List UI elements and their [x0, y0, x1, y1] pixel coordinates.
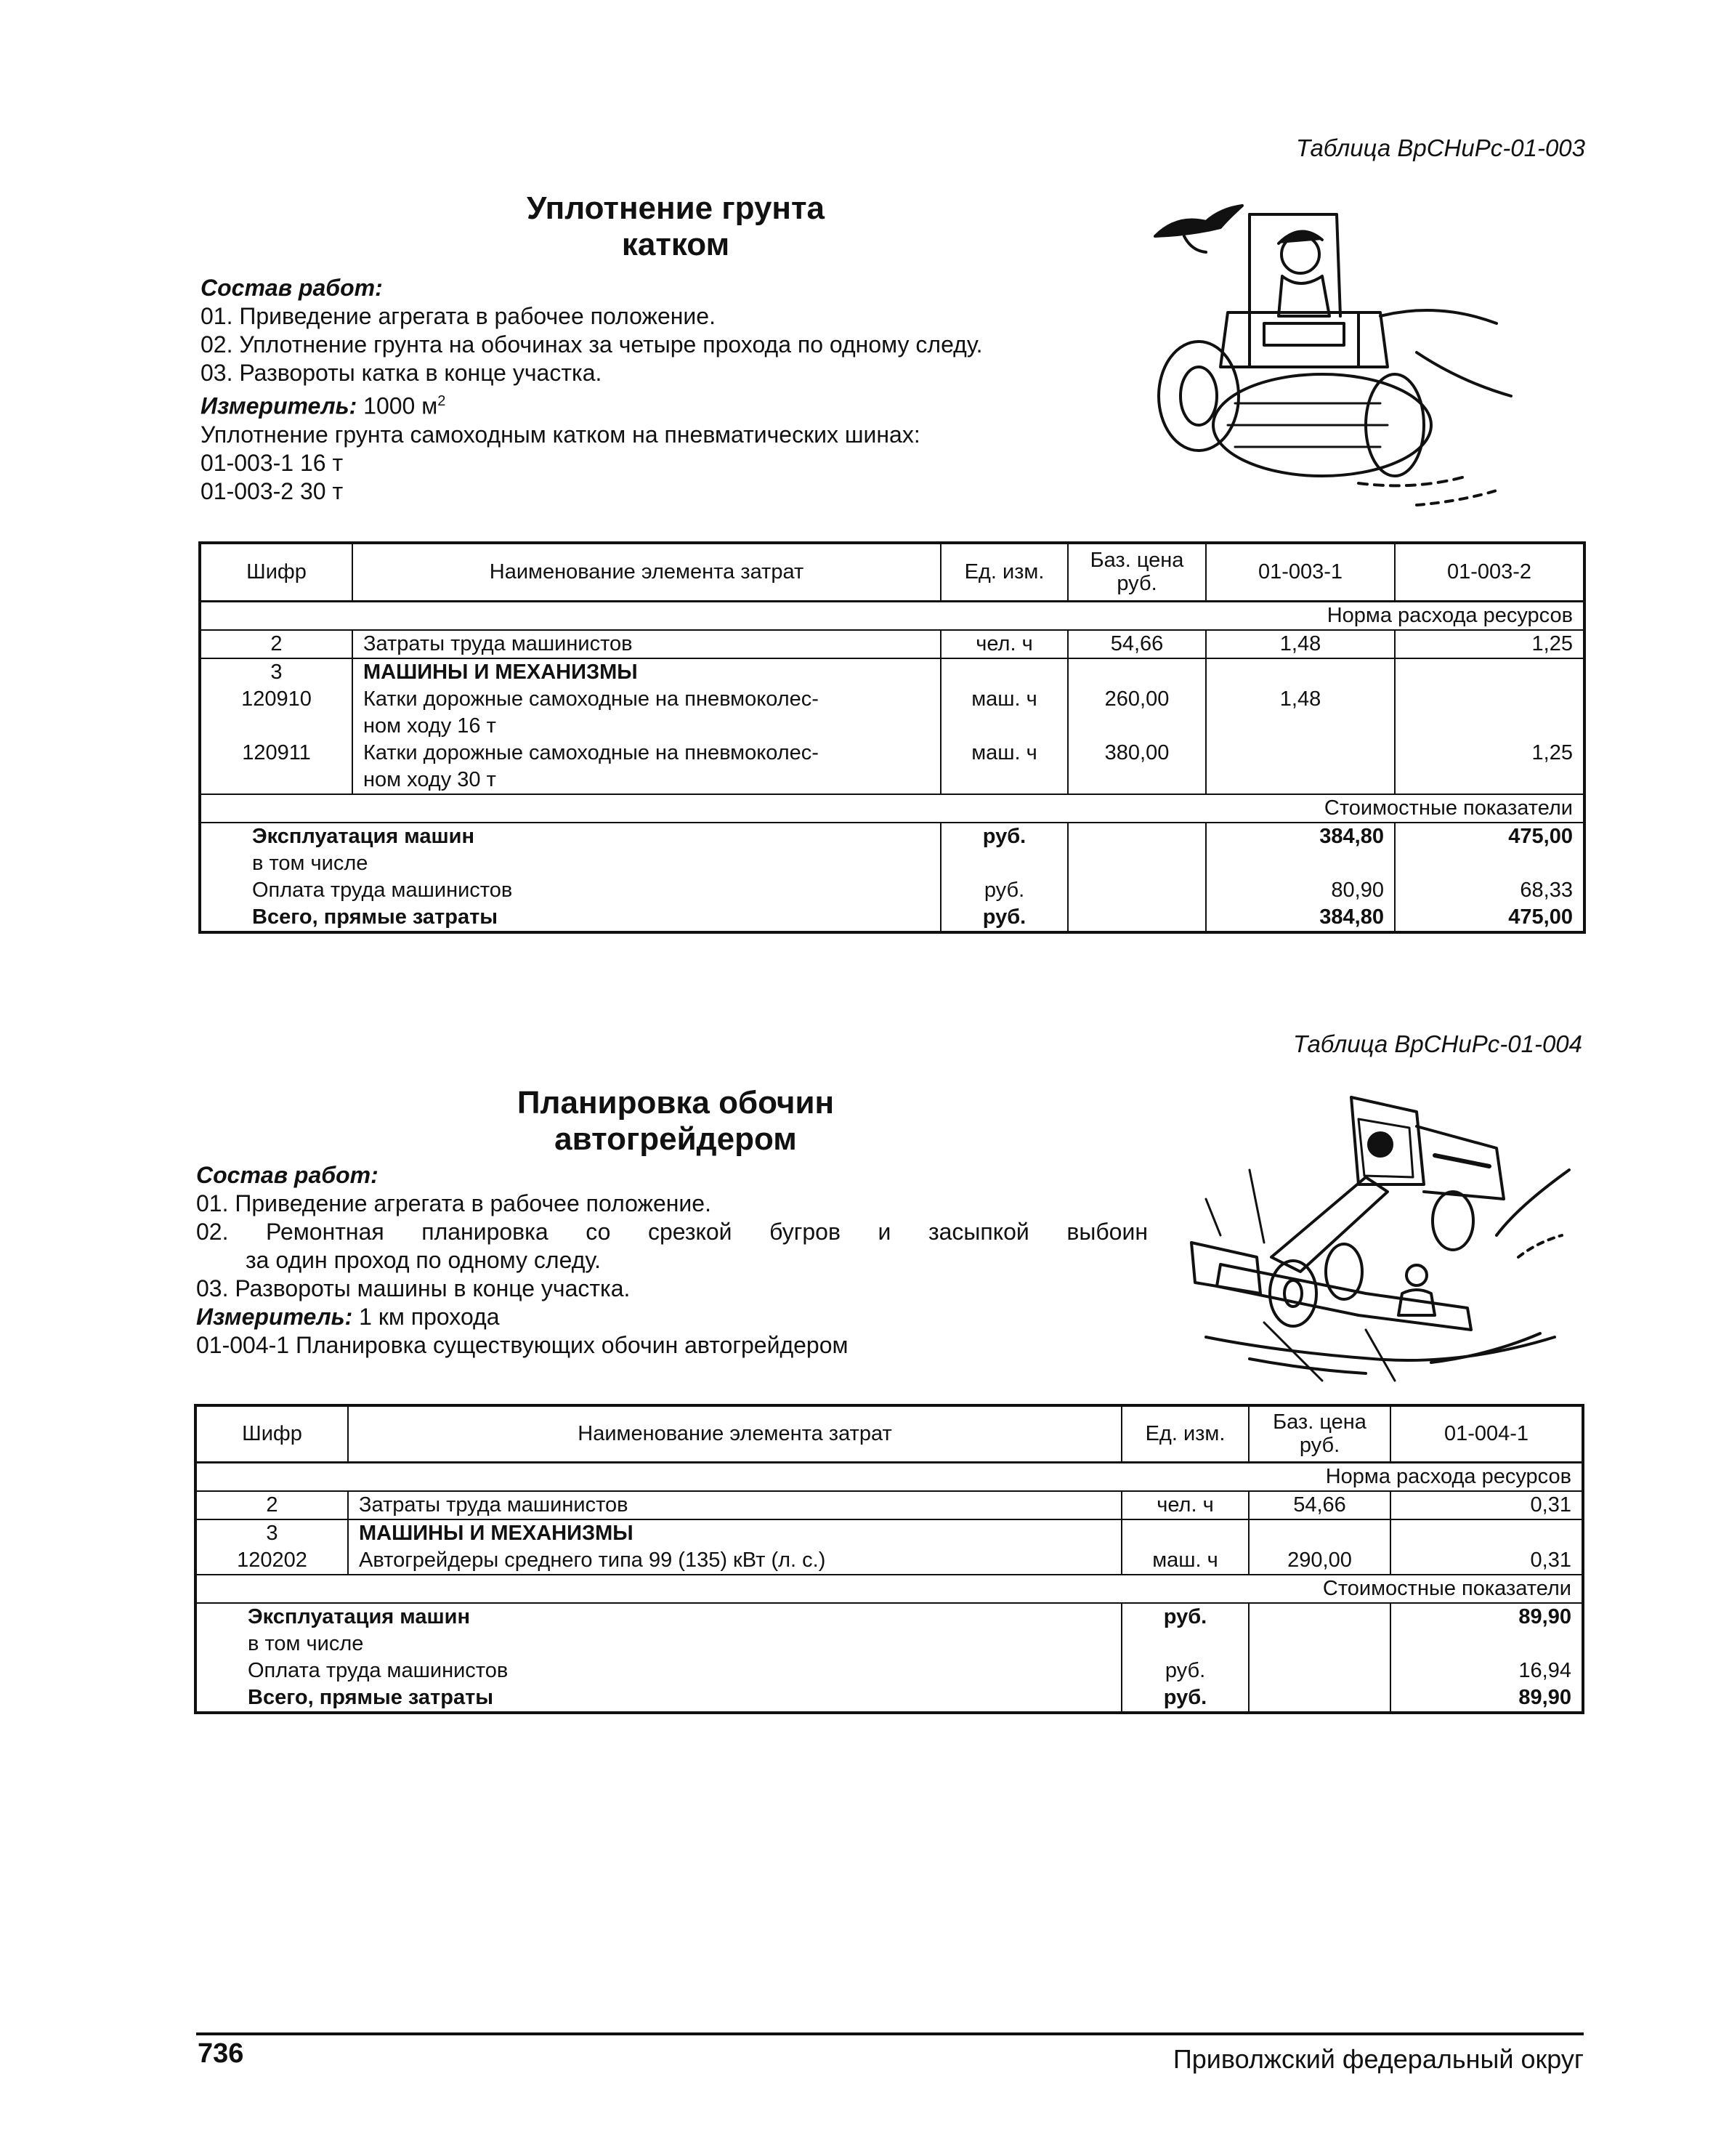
- header-code: Шифр: [195, 1405, 348, 1462]
- table-row: [200, 904, 1584, 932]
- meter-sup: 2: [437, 393, 446, 409]
- title-line: Планировка обочин: [517, 1085, 835, 1121]
- row-name: Автогрейдеры среднего типа 99 (135) кВт (л. с.): [348, 1547, 1122, 1575]
- row-name-part: Катки дорожные самоходные на пневмоколес-: [363, 740, 819, 764]
- section-row: [200, 601, 1584, 630]
- row-code: 2: [195, 1491, 348, 1519]
- row-code: 120202: [195, 1547, 348, 1575]
- row-value: 0,31: [1390, 1491, 1583, 1519]
- row-name: [352, 740, 941, 794]
- header-unit: Ед. изм.: [1122, 1405, 1249, 1462]
- row-unit: маш. ч: [1122, 1547, 1249, 1575]
- row-unit: руб.: [1122, 1603, 1249, 1631]
- table-row: [200, 740, 1584, 794]
- header-variant: 01-004-1: [1390, 1405, 1583, 1462]
- cost-label: Оплата труда машинистов: [195, 1658, 1122, 1684]
- row-value: 89,90: [1390, 1684, 1583, 1713]
- row-value: 1,48: [1206, 686, 1395, 740]
- row-value: 384,80: [1206, 823, 1395, 850]
- motor-grader-illustration: [1177, 1075, 1584, 1395]
- work-heading: Состав работ:: [196, 1162, 378, 1188]
- row-value: [1206, 740, 1395, 794]
- row-value: 384,80: [1206, 904, 1395, 932]
- row-unit: маш. ч: [941, 686, 1068, 740]
- work-item: 01. Приведение агрегата в рабочее положение.: [201, 303, 716, 329]
- header-variant: 01-003-2: [1395, 543, 1584, 601]
- row-name-part: ном ходу 30 т: [363, 767, 496, 791]
- section-title: [436, 1085, 915, 1158]
- cost-label: Всего, прямые затраты: [195, 1684, 1122, 1713]
- meter-label: Измеритель:: [201, 392, 357, 419]
- work-item: 02. Уплотнение грунта на обочинах за четыре прохода по одному следу.: [201, 331, 983, 358]
- cost-label: Оплата труда машинистов: [200, 877, 941, 904]
- row-price: 54,66: [1249, 1491, 1390, 1519]
- header-name: Наименование элемента затрат: [352, 543, 941, 601]
- row-code: 3: [195, 1519, 348, 1547]
- title-line: Уплотнение грунта: [526, 190, 825, 226]
- row-price: 380,00: [1068, 740, 1206, 794]
- row-unit: маш. ч: [941, 740, 1068, 794]
- work-item: за один проход по одному следу.: [246, 1247, 602, 1273]
- row-unit: руб.: [941, 877, 1068, 904]
- row-price: 260,00: [1068, 686, 1206, 740]
- work-heading: Состав работ:: [201, 275, 383, 301]
- row-value: 16,94: [1390, 1658, 1583, 1684]
- row-unit: руб.: [941, 823, 1068, 850]
- row-name-part: Катки дорожные самоходные на пневмоколес-: [363, 687, 819, 711]
- page-number: 736: [198, 2038, 244, 2069]
- header-code: Шифр: [200, 543, 352, 601]
- region-name: Приволжский федеральный округ: [1173, 2044, 1584, 2074]
- row-price: 54,66: [1068, 630, 1206, 658]
- variant: 01-003-2 30 т: [201, 477, 344, 504]
- work-item: 02. Ремонтная планировка со срезкой бугров и засыпкой выбоин: [196, 1219, 1148, 1245]
- section-row: [195, 1462, 1583, 1491]
- table-header-row: [200, 543, 1584, 601]
- row-value: 1,48: [1206, 630, 1395, 658]
- title-line: автогрейдером: [554, 1121, 797, 1157]
- row-value: 475,00: [1395, 823, 1584, 850]
- row-value: [1395, 686, 1584, 740]
- norms-table: [198, 541, 1586, 934]
- row-value: 68,33: [1395, 877, 1584, 904]
- table-row: [200, 850, 1584, 877]
- section-label: Норма расхода ресурсов: [195, 1462, 1583, 1491]
- row-unit: руб.: [1122, 1684, 1249, 1713]
- meter-value: 1000 м: [363, 392, 438, 419]
- row-code: 3: [200, 658, 352, 686]
- group-name: МАШИНЫ И МЕХАНИЗМЫ: [348, 1519, 1122, 1547]
- section-title: [436, 190, 915, 263]
- meter-label: Измеритель:: [196, 1304, 353, 1330]
- row-unit: чел. ч: [941, 630, 1068, 658]
- header-name: Наименование элемента затрат: [348, 1405, 1122, 1462]
- row-value: 1,25: [1395, 630, 1584, 658]
- cost-label: Эксплуатация машин: [200, 823, 941, 850]
- row-code: 120910: [200, 686, 352, 740]
- table-row: [200, 877, 1584, 904]
- section-label: Стоимостные показатели: [200, 794, 1584, 823]
- norms-table: [194, 1404, 1584, 1714]
- row-name-part: ном ходу 16 т: [363, 714, 496, 738]
- table-row: [195, 1631, 1583, 1658]
- road-roller-illustration: [1141, 193, 1518, 520]
- section-row: [200, 794, 1584, 823]
- row-name: Затраты труда машинистов: [352, 630, 941, 658]
- header-price: Баз. цена руб.: [1249, 1405, 1390, 1462]
- table-row: [200, 658, 1584, 686]
- section-label: Стоимостные показатели: [195, 1575, 1583, 1603]
- table-row: [195, 1658, 1583, 1684]
- row-price: 290,00: [1249, 1547, 1390, 1575]
- row-unit: чел. ч: [1122, 1491, 1249, 1519]
- cost-label: в том числе: [200, 850, 941, 877]
- table-row: [200, 630, 1584, 658]
- table-row: [195, 1491, 1583, 1519]
- row-unit: руб.: [941, 904, 1068, 932]
- row-value: 80,90: [1206, 877, 1395, 904]
- work-item: 03. Развороты машины в конце участка.: [196, 1275, 631, 1301]
- table-header-row: [195, 1405, 1583, 1462]
- table-row: [195, 1519, 1583, 1547]
- description: Уплотнение грунта самоходным катком на пневматических шинах:: [201, 421, 920, 448]
- table-row: [200, 686, 1584, 740]
- cost-label: Эксплуатация машин: [195, 1603, 1122, 1631]
- work-description: [201, 274, 1145, 506]
- row-value: 475,00: [1395, 904, 1584, 932]
- section-row: [195, 1575, 1583, 1603]
- row-unit: руб.: [1122, 1658, 1249, 1684]
- header-unit: Ед. изм.: [941, 543, 1068, 601]
- meter-line: [196, 1303, 1148, 1331]
- row-code: 120911: [200, 740, 352, 794]
- row-name: Затраты труда машинистов: [348, 1491, 1122, 1519]
- header-variant: 01-003-1: [1206, 543, 1395, 601]
- row-value: 1,25: [1395, 740, 1584, 794]
- work-item: 03. Развороты катка в конце участка.: [201, 360, 602, 386]
- meter-line: [201, 387, 1145, 421]
- footer-rule: [196, 2032, 1584, 2035]
- table-name: Таблица ВрСНиРс-01-004: [1293, 1030, 1582, 1057]
- table-name: Таблица ВрСНиРс-01-003: [1296, 134, 1585, 161]
- table-row: [200, 823, 1584, 850]
- section-label: Норма расхода ресурсов: [200, 601, 1584, 630]
- work-item: 01. Приведение агрегата в рабочее положение.: [196, 1190, 711, 1216]
- cost-label: в том числе: [195, 1631, 1122, 1658]
- header-price: Баз. цена руб.: [1068, 543, 1206, 601]
- cost-label: Всего, прямые затраты: [200, 904, 941, 932]
- table-row: [195, 1547, 1583, 1575]
- group-name: МАШИНЫ И МЕХАНИЗМЫ: [352, 658, 941, 686]
- row-value: 0,31: [1390, 1547, 1583, 1575]
- work-description: [196, 1161, 1148, 1360]
- meter-value: 1 км прохода: [359, 1304, 500, 1330]
- row-code: 2: [200, 630, 352, 658]
- table-row: [195, 1684, 1583, 1713]
- row-name: [352, 686, 941, 740]
- table-row: [195, 1603, 1583, 1631]
- row-value: 89,90: [1390, 1603, 1583, 1631]
- title-line: катком: [621, 227, 730, 262]
- variant: 01-003-1 16 т: [201, 449, 344, 476]
- description: 01-004-1 Планировка существующих обочин автогрейдером: [196, 1332, 849, 1358]
